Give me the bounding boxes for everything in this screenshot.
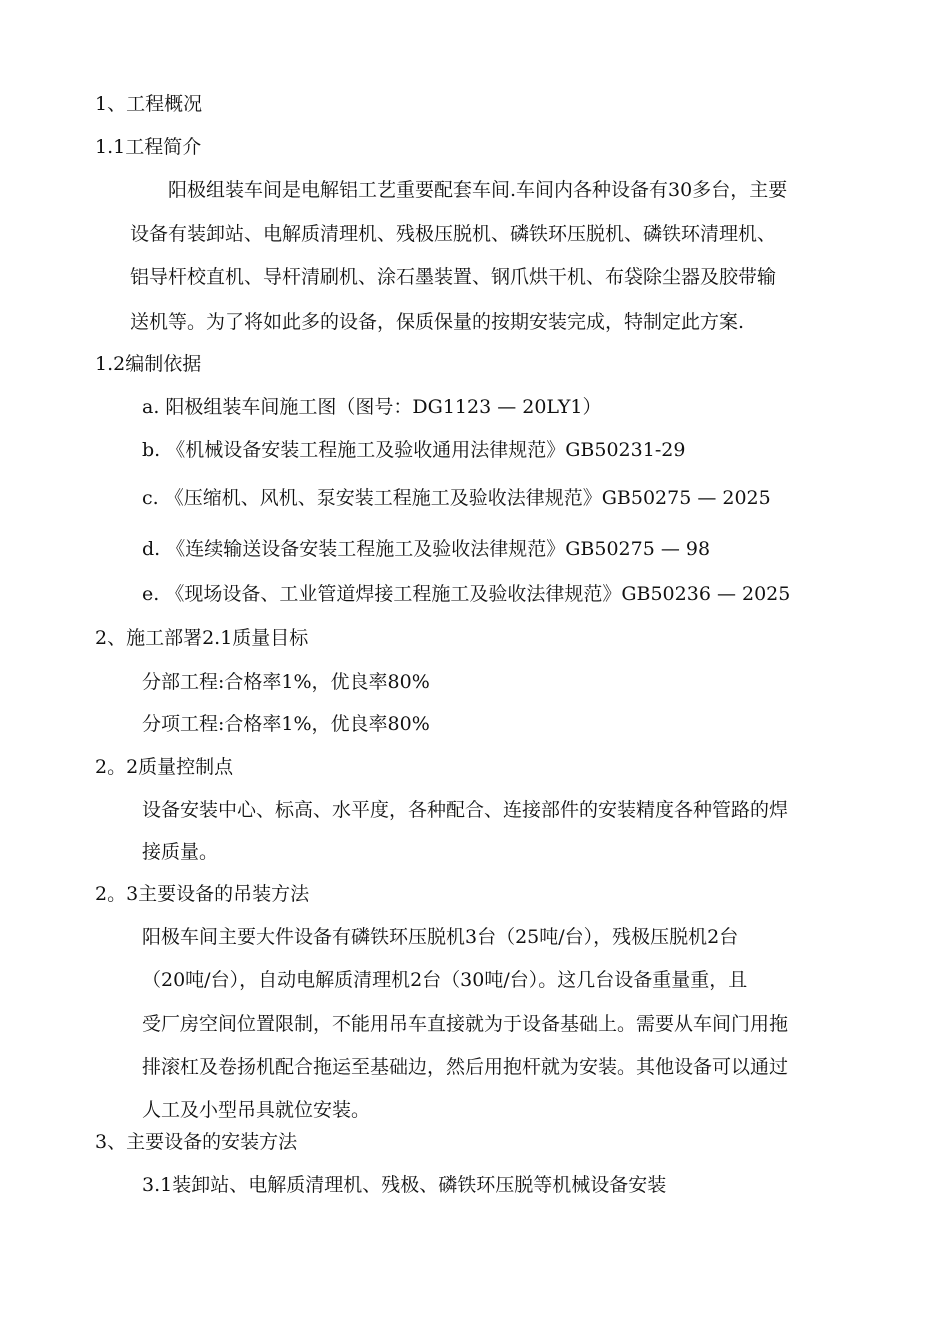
basis-item: e. 《现场设备、工业管道焊接工程施工及验收法律规范》GB50236 — 2025 [142, 583, 791, 605]
quality-target-item: 分部工程:合格率1%，优良率80% [142, 671, 430, 693]
control-line: 设备安装中心、标高、水平度，各种配合、连接部件的安装精度各种管路的焊 [142, 799, 789, 821]
heading-project-overview: 1、工程概况 [95, 93, 203, 115]
heading-compilation-basis: 1.2编制依据 [95, 353, 202, 375]
intro-line: 铝导杆校直机、导杆清刷机、涂石墨装置、钢爪烘干机、布袋除尘器及胶带输 [130, 266, 777, 288]
quality-target-item: 分项工程:合格率1%，优良率80% [142, 713, 430, 735]
lifting-line: 人工及小型吊具就位安装。 [142, 1099, 371, 1121]
heading-construction-deployment: 2、施工部署2.1质量目标 [95, 627, 309, 649]
lifting-line: （20吨/台），自动电解质清理机2台（30吨/台）。这几台设备重量重，且 [142, 969, 748, 991]
basis-item: c. 《压缩机、风机、泵安装工程施工及验收法律规范》GB50275 — 2025 [142, 487, 771, 509]
intro-line: 送机等。为了将如此多的设备，保质保量的按期安装完成，特制定此方案. [130, 311, 745, 333]
lifting-line: 阳极车间主要大件设备有磷铁环压脱机3台（25吨/台），残极压脱机2台 [142, 926, 739, 948]
intro-line: 阳极组装车间是电解铝工艺重要配套车间.车间内各种设备有30多台，主要 [168, 179, 788, 201]
heading-installation-method: 3、主要设备的安装方法 [95, 1131, 298, 1153]
basis-item: d. 《连续输送设备安装工程施工及验收法律规范》GB50275 — 98 [142, 538, 711, 560]
heading-lifting-method: 2。3主要设备的吊装方法 [95, 883, 310, 905]
heading-quality-control-points: 2。2质量控制点 [95, 756, 234, 778]
lifting-line: 排滚杠及卷扬机配合拖运至基础边，然后用抱杆就为安装。其他设备可以通过 [142, 1056, 789, 1078]
heading-project-intro: 1.1工程简介 [95, 136, 202, 158]
heading-installation-subsection: 3.1装卸站、电解质清理机、残极、磷铁环压脱等机械设备安装 [142, 1174, 667, 1196]
intro-line: 设备有装卸站、电解质清理机、残极压脱机、磷铁环压脱机、磷铁环清理机、 [130, 223, 777, 245]
basis-item: a. 阳极组装车间施工图（图号：DG1123 — 20LY1） [142, 396, 602, 418]
control-line: 接质量。 [142, 841, 219, 863]
basis-item: b. 《机械设备安装工程施工及验收通用法律规范》GB50231-29 [142, 439, 686, 461]
lifting-line: 受厂房空间位置限制，不能用吊车直接就为于设备基础上。需要从车间门用拖 [142, 1013, 789, 1035]
